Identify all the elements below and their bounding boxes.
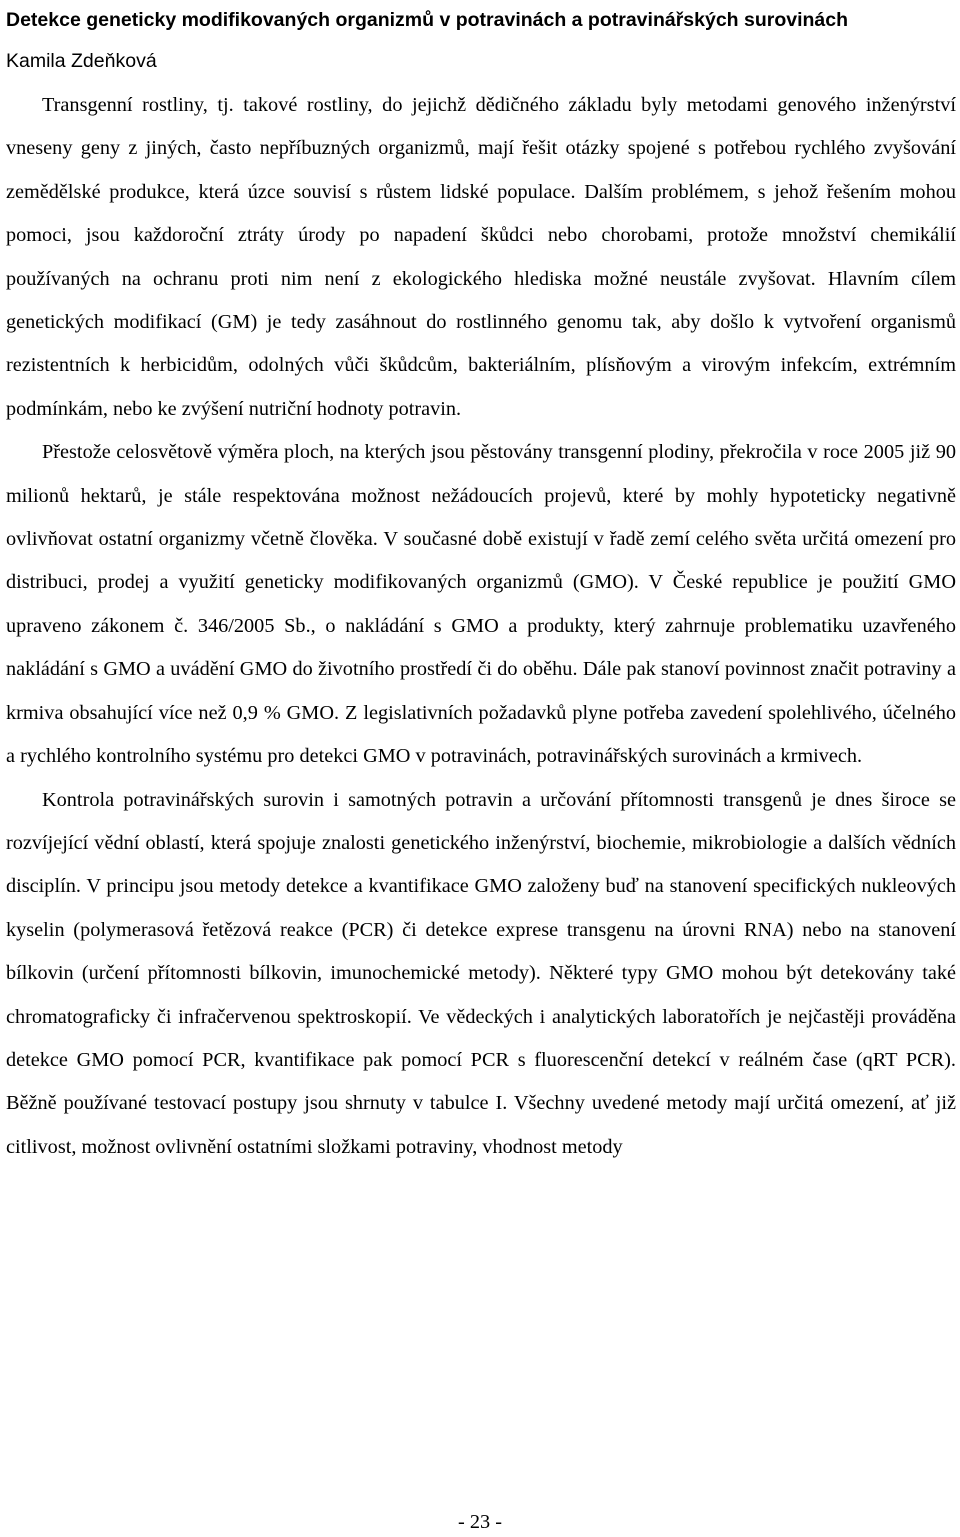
paragraph-2: Přestože celosvětově výměra ploch, na kterých jsou pěstovány transgenní plodiny, překročila v roce 2005 již 90 milionů hektarů, je stále respektována možnost nežádoucích projevů, které by mohly hypoteticky negativně ovlivňovat ostatní organizmy včetně člověka. V současné době existují v řadě zemí celého světa určitá omezení pro distribuci, prodej a využití geneticky modifikovaných organizmů (GMO). V České republice je použití GMO upraveno zákonem č. 346/2005 Sb., o nakládání s GMO a produkty, který zahrnuje problematiku uzavřeného nakládání s GMO a uvádění GMO do životního prostředí či do oběhu. Dále pak stanoví povinnost značit potraviny a krmiva obsahující více než 0,9 % GMO. Z legislativních požadavků plyne potřeba zavedení spolehlivého, účelného a rychlého kontrolního systému pro detekci GMO v potravinách, potravinářských surovinách a krmivech. xyxy=(6,441,956,768)
document-author: Kamila Zdeňková xyxy=(6,50,157,72)
paragraph-3: Kontrola potravinářských surovin i samotných potravin a určování přítomnosti transgenů je dnes široce se rozvíjející vědní oblastí, která spojuje znalosti genetického inženýrství, biochemie, mikrobiologie a dalších vědních disciplín. V principu jsou metody detekce a kvantifikace GMO založeny buď na stanovení specifických nukleových kyselin (polymerasová řetězová reakce (PCR) či detekce exprese transgenu na úrovni RNA) nebo na stanovení bílkovin (určení přítomnosti bílkovin, imunochemické metody). Některé typy GMO mohou být detekovány také chromatograficky či infračervenou spektroskopií. Ve vědeckých i analytických laboratořích je nejčastěji prováděna detekce GMO pomocí PCR, kvantifikace pak pomocí PCR s fluorescenční detekcí v reálném čase (qRT PCR). Běžně používané testovací postupy jsou shrnuty v tabulce I. Všechny uvedené metody mají určitá omezení, ať již citlivost, možnost ovlivnění ostatními složkami potraviny, vhodnost metody xyxy=(6,788,956,1158)
document-page xyxy=(6,0,956,1169)
page-number: - 23 - xyxy=(458,1511,502,1533)
document-title: Detekce geneticky modifikovaných organizmů v potravinách a potravinářských surovinách xyxy=(6,9,849,31)
paragraph-1: Transgenní rostliny, tj. takové rostliny, do jejichž dědičného základu byly metodami genového inženýrství vneseny geny z jiných, často nepříbuzných organizmů, mají řešit otázky spojené s potřebou rychlého zvyšování zemědělské produkce, která úzce souvisí s růstem lidské populace. Dalším problémem, s jehož řešením mohou pomoci, jsou každoroční ztráty úrody po napadení škůdci nebo chorobami, protože množství chemikálií používaných na ochranu proti nim není z ekologického hlediska možné neustále zvyšovat. Hlavním cílem genetických modifikací (GM) je tedy zasáhnout do rostlinného genomu tak, aby došlo k vytvoření organismů rezistentních k herbicidům, odolných vůči škůdcům, bakteriálním, plísňovým a virovým infekcím, extrémním podmínkám, nebo ke zvýšení nutriční hodnoty potravin. xyxy=(6,94,956,420)
